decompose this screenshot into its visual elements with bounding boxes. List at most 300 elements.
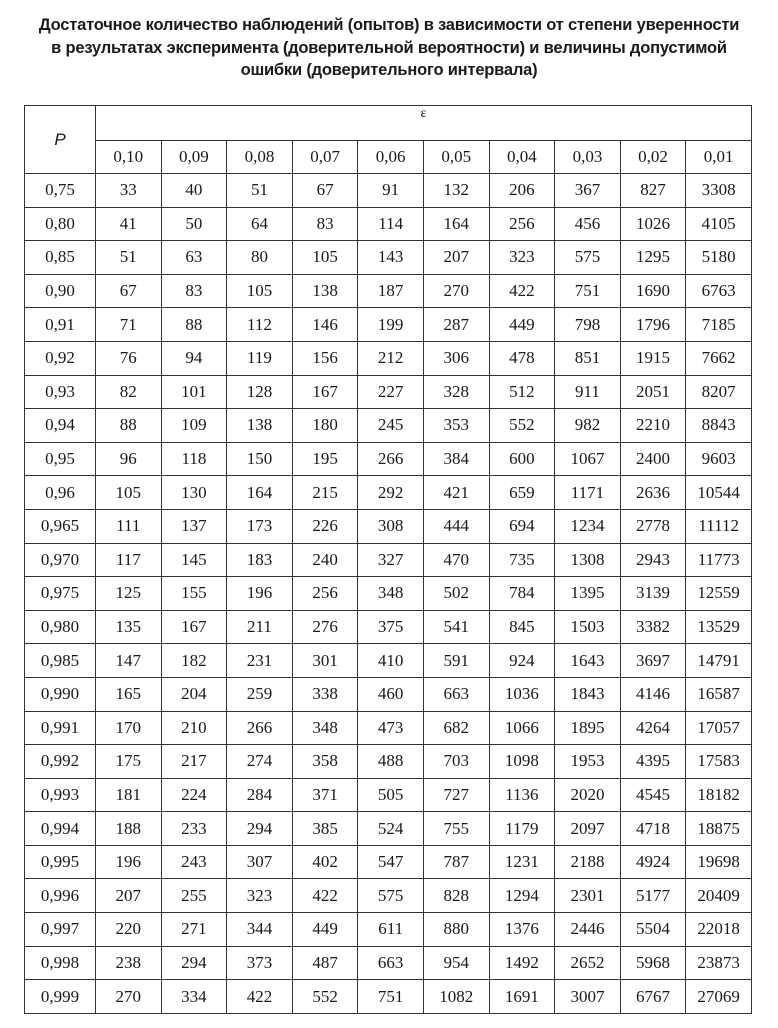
observations-cell: 1308 (555, 543, 621, 577)
observations-cell: 146 (292, 308, 358, 342)
observations-cell: 130 (161, 476, 227, 510)
observations-cell: 101 (161, 375, 227, 409)
observations-cell: 91 (358, 174, 424, 208)
observations-cell: 266 (358, 442, 424, 476)
table-row (25, 442, 752, 476)
observations-cell: 2652 (555, 946, 621, 980)
observations-cell: 575 (555, 241, 621, 275)
epsilon-value-cell: 0,01 (686, 141, 752, 174)
table-row (25, 341, 752, 375)
observations-cell: 63 (161, 241, 227, 275)
epsilon-value-cell: 0,07 (292, 141, 358, 174)
observations-cell: 2301 (555, 879, 621, 913)
observations-cell: 338 (292, 677, 358, 711)
observations-cell: 256 (489, 207, 555, 241)
observations-cell: 422 (489, 274, 555, 308)
table-row (25, 778, 752, 812)
observations-cell: 227 (358, 375, 424, 409)
table-row (25, 241, 752, 275)
observations-cell: 1136 (489, 778, 555, 812)
table-row (25, 610, 752, 644)
observations-cell: 1171 (555, 476, 621, 510)
observations-cell: 181 (96, 778, 162, 812)
table-row (25, 913, 752, 947)
observations-cell: 308 (358, 509, 424, 543)
observations-cell: 2943 (620, 543, 686, 577)
observations-cell: 751 (358, 980, 424, 1014)
observations-cell: 259 (227, 677, 293, 711)
observations-cell: 1295 (620, 241, 686, 275)
observations-cell: 4146 (620, 677, 686, 711)
observations-cell: 449 (489, 308, 555, 342)
observations-cell: 487 (292, 946, 358, 980)
p-value-cell: 0,991 (25, 711, 96, 745)
observations-cell: 196 (227, 577, 293, 611)
observations-cell: 924 (489, 644, 555, 678)
observations-cell: 23873 (686, 946, 752, 980)
epsilon-value-cell: 0,08 (227, 141, 293, 174)
observations-cell: 165 (96, 677, 162, 711)
observations-cell: 51 (227, 174, 293, 208)
observations-cell: 5504 (620, 913, 686, 947)
observations-cell: 175 (96, 745, 162, 779)
table-body (25, 174, 752, 1014)
observations-cell: 449 (292, 913, 358, 947)
observations-cell: 117 (96, 543, 162, 577)
observations-cell: 128 (227, 375, 293, 409)
observations-cell: 851 (555, 341, 621, 375)
observations-cell: 274 (227, 745, 293, 779)
observations-cell: 118 (161, 442, 227, 476)
table-row (25, 543, 752, 577)
observations-cell: 353 (423, 409, 489, 443)
observations-cell: 552 (489, 409, 555, 443)
observations-cell: 470 (423, 543, 489, 577)
observations-cell: 3382 (620, 610, 686, 644)
observations-cell: 2097 (555, 812, 621, 846)
observations-cell: 233 (161, 812, 227, 846)
observations-cell: 727 (423, 778, 489, 812)
observations-cell: 156 (292, 341, 358, 375)
epsilon-values-row (25, 141, 752, 174)
table-row (25, 476, 752, 510)
observations-cell: 145 (161, 543, 227, 577)
observations-cell: 266 (227, 711, 293, 745)
observations-cell: 703 (423, 745, 489, 779)
observations-cell: 173 (227, 509, 293, 543)
table-row (25, 577, 752, 611)
observations-cell: 245 (358, 409, 424, 443)
observations-cell: 827 (620, 174, 686, 208)
observations-cell: 301 (292, 644, 358, 678)
observations-cell: 4395 (620, 745, 686, 779)
observations-cell: 76 (96, 341, 162, 375)
observations-cell: 328 (423, 375, 489, 409)
table-row (25, 745, 752, 779)
observations-cell: 67 (292, 174, 358, 208)
observations-cell: 40 (161, 174, 227, 208)
observations-cell: 456 (555, 207, 621, 241)
observations-cell: 4924 (620, 845, 686, 879)
table-row (25, 509, 752, 543)
observations-cell: 1796 (620, 308, 686, 342)
observations-cell: 294 (227, 812, 293, 846)
observations-cell: 164 (227, 476, 293, 510)
observations-cell: 478 (489, 341, 555, 375)
observations-cell: 358 (292, 745, 358, 779)
observations-cell: 105 (227, 274, 293, 308)
observations-cell: 8207 (686, 375, 752, 409)
observations-cell: 828 (423, 879, 489, 913)
observations-cell: 105 (292, 241, 358, 275)
epsilon-value-cell: 0,03 (555, 141, 621, 174)
p-value-cell: 0,995 (25, 845, 96, 879)
observations-cell: 547 (358, 845, 424, 879)
observations-cell: 1294 (489, 879, 555, 913)
p-value-cell: 0,91 (25, 308, 96, 342)
observations-cell: 256 (292, 577, 358, 611)
observations-cell: 7185 (686, 308, 752, 342)
observations-cell: 71 (96, 308, 162, 342)
observations-cell: 460 (358, 677, 424, 711)
table-row (25, 980, 752, 1014)
observations-cell: 64 (227, 207, 293, 241)
observations-cell: 502 (423, 577, 489, 611)
observations-cell: 6763 (686, 274, 752, 308)
observations-cell: 2020 (555, 778, 621, 812)
observations-cell: 327 (358, 543, 424, 577)
observations-cell: 1690 (620, 274, 686, 308)
observations-cell: 210 (161, 711, 227, 745)
observations-cell: 206 (489, 174, 555, 208)
observations-cell: 207 (96, 879, 162, 913)
observations-cell: 271 (161, 913, 227, 947)
observations-cell: 2778 (620, 509, 686, 543)
observations-cell: 50 (161, 207, 227, 241)
observations-cell: 1067 (555, 442, 621, 476)
observations-cell: 751 (555, 274, 621, 308)
p-value-cell: 0,75 (25, 174, 96, 208)
observations-cell: 27069 (686, 980, 752, 1014)
table-row (25, 845, 752, 879)
observations-cell: 1843 (555, 677, 621, 711)
observations-cell: 2446 (555, 913, 621, 947)
observations-cell: 348 (358, 577, 424, 611)
observations-cell: 243 (161, 845, 227, 879)
observations-cell: 1643 (555, 644, 621, 678)
observations-cell: 287 (423, 308, 489, 342)
observations-cell: 512 (489, 375, 555, 409)
observations-cell: 663 (423, 677, 489, 711)
observations-cell: 180 (292, 409, 358, 443)
observations-cell: 105 (96, 476, 162, 510)
observations-cell: 1953 (555, 745, 621, 779)
observations-cell: 784 (489, 577, 555, 611)
table-row (25, 879, 752, 913)
observations-cell: 9603 (686, 442, 752, 476)
observations-cell: 80 (227, 241, 293, 275)
observations-cell: 195 (292, 442, 358, 476)
epsilon-value-cell: 0,02 (620, 141, 686, 174)
observations-cell: 217 (161, 745, 227, 779)
table-row (25, 812, 752, 846)
p-value-cell: 0,994 (25, 812, 96, 846)
observations-cell: 240 (292, 543, 358, 577)
sample-size-table (24, 105, 752, 1014)
observations-cell: 1082 (423, 980, 489, 1014)
observations-cell: 2636 (620, 476, 686, 510)
observations-cell: 182 (161, 644, 227, 678)
p-value-cell: 0,965 (25, 509, 96, 543)
observations-cell: 167 (292, 375, 358, 409)
p-value-cell: 0,990 (25, 677, 96, 711)
observations-cell: 155 (161, 577, 227, 611)
observations-cell: 4105 (686, 207, 752, 241)
observations-cell: 348 (292, 711, 358, 745)
title-line-1: Достаточное количество наблюдений (опытов) в зависимости от степени уверенности (38, 16, 740, 34)
observations-cell: 3697 (620, 644, 686, 678)
observations-cell: 147 (96, 644, 162, 678)
observations-cell: 82 (96, 375, 162, 409)
p-value-cell: 0,998 (25, 946, 96, 980)
title-line-2: в результатах эксперимента (доверительной вероятности) и величины допустимой (51, 38, 727, 57)
observations-cell: 294 (161, 946, 227, 980)
observations-cell: 18182 (686, 778, 752, 812)
table-row (25, 308, 752, 342)
observations-cell: 11112 (686, 509, 752, 543)
observations-cell: 270 (423, 274, 489, 308)
observations-cell: 659 (489, 476, 555, 510)
p-value-cell: 0,80 (25, 207, 96, 241)
table-row (25, 711, 752, 745)
observations-cell: 3308 (686, 174, 752, 208)
observations-cell: 170 (96, 711, 162, 745)
observations-cell: 224 (161, 778, 227, 812)
observations-cell: 334 (161, 980, 227, 1014)
observations-cell: 14791 (686, 644, 752, 678)
observations-cell: 88 (96, 409, 162, 443)
observations-cell: 11773 (686, 543, 752, 577)
table-row (25, 207, 752, 241)
observations-cell: 138 (227, 409, 293, 443)
observations-cell: 611 (358, 913, 424, 947)
p-value-cell: 0,85 (25, 241, 96, 275)
observations-cell: 114 (358, 207, 424, 241)
observations-cell: 6767 (620, 980, 686, 1014)
observations-cell: 20409 (686, 879, 752, 913)
observations-cell: 787 (423, 845, 489, 879)
observations-cell: 1179 (489, 812, 555, 846)
observations-cell: 306 (423, 341, 489, 375)
observations-cell: 911 (555, 375, 621, 409)
observations-cell: 1492 (489, 946, 555, 980)
observations-cell: 488 (358, 745, 424, 779)
observations-cell: 663 (358, 946, 424, 980)
observations-cell: 270 (96, 980, 162, 1014)
observations-cell: 422 (292, 879, 358, 913)
observations-cell: 12559 (686, 577, 752, 611)
observations-cell: 323 (489, 241, 555, 275)
epsilon-value-cell: 0,10 (96, 141, 162, 174)
epsilon-value-cell: 0,04 (489, 141, 555, 174)
observations-cell: 41 (96, 207, 162, 241)
observations-cell: 4718 (620, 812, 686, 846)
observations-cell: 94 (161, 341, 227, 375)
p-value-cell: 0,94 (25, 409, 96, 443)
p-value-cell: 0,975 (25, 577, 96, 611)
p-value-cell: 0,993 (25, 778, 96, 812)
observations-cell: 4545 (620, 778, 686, 812)
epsilon-value-cell: 0,05 (423, 141, 489, 174)
observations-cell: 7662 (686, 341, 752, 375)
observations-cell: 1026 (620, 207, 686, 241)
observations-cell: 954 (423, 946, 489, 980)
observations-cell: 2051 (620, 375, 686, 409)
observations-cell: 1895 (555, 711, 621, 745)
observations-cell: 473 (358, 711, 424, 745)
p-value-cell: 0,95 (25, 442, 96, 476)
observations-cell: 207 (423, 241, 489, 275)
observations-cell: 755 (423, 812, 489, 846)
observations-cell: 5177 (620, 879, 686, 913)
observations-cell: 255 (161, 879, 227, 913)
observations-cell: 575 (358, 879, 424, 913)
observations-cell: 591 (423, 644, 489, 678)
epsilon-value-cell: 0,09 (161, 141, 227, 174)
observations-cell: 17057 (686, 711, 752, 745)
observations-cell: 541 (423, 610, 489, 644)
observations-cell: 421 (423, 476, 489, 510)
observations-cell: 1376 (489, 913, 555, 947)
observations-cell: 164 (423, 207, 489, 241)
observations-cell: 385 (292, 812, 358, 846)
observations-cell: 410 (358, 644, 424, 678)
observations-cell: 112 (227, 308, 293, 342)
observations-cell: 137 (161, 509, 227, 543)
observations-cell: 1915 (620, 341, 686, 375)
observations-cell: 1395 (555, 577, 621, 611)
p-value-cell: 0,997 (25, 913, 96, 947)
p-value-cell: 0,93 (25, 375, 96, 409)
observations-cell: 199 (358, 308, 424, 342)
observations-cell: 2400 (620, 442, 686, 476)
observations-cell: 96 (96, 442, 162, 476)
observations-cell: 13529 (686, 610, 752, 644)
observations-cell: 373 (227, 946, 293, 980)
observations-cell: 307 (227, 845, 293, 879)
epsilon-header: ε (96, 106, 752, 141)
observations-cell: 3007 (555, 980, 621, 1014)
observations-cell: 367 (555, 174, 621, 208)
observations-cell: 187 (358, 274, 424, 308)
observations-cell: 1098 (489, 745, 555, 779)
epsilon-value-cell: 0,06 (358, 141, 424, 174)
observations-cell: 183 (227, 543, 293, 577)
p-value-cell: 0,96 (25, 476, 96, 510)
observations-cell: 1234 (555, 509, 621, 543)
observations-cell: 4264 (620, 711, 686, 745)
observations-cell: 51 (96, 241, 162, 275)
observations-cell: 238 (96, 946, 162, 980)
p-value-cell: 0,999 (25, 980, 96, 1014)
observations-cell: 694 (489, 509, 555, 543)
observations-cell: 505 (358, 778, 424, 812)
observations-cell: 231 (227, 644, 293, 678)
observations-cell: 444 (423, 509, 489, 543)
observations-cell: 167 (161, 610, 227, 644)
observations-cell: 220 (96, 913, 162, 947)
observations-cell: 2188 (555, 845, 621, 879)
observations-cell: 422 (227, 980, 293, 1014)
observations-cell: 8843 (686, 409, 752, 443)
observations-cell: 1503 (555, 610, 621, 644)
table-title (20, 14, 758, 82)
observations-cell: 226 (292, 509, 358, 543)
observations-cell: 524 (358, 812, 424, 846)
observations-cell: 16587 (686, 677, 752, 711)
title-line-3: ошибки (доверительного интервала) (240, 61, 538, 79)
p-value-cell: 0,970 (25, 543, 96, 577)
observations-cell: 204 (161, 677, 227, 711)
observations-cell: 22018 (686, 913, 752, 947)
observations-cell: 292 (358, 476, 424, 510)
observations-cell: 88 (161, 308, 227, 342)
observations-cell: 371 (292, 778, 358, 812)
observations-cell: 111 (96, 509, 162, 543)
observations-cell: 67 (96, 274, 162, 308)
table-row (25, 644, 752, 678)
observations-cell: 135 (96, 610, 162, 644)
observations-cell: 798 (555, 308, 621, 342)
table-row (25, 946, 752, 980)
observations-cell: 5968 (620, 946, 686, 980)
observations-cell: 3139 (620, 577, 686, 611)
observations-cell: 375 (358, 610, 424, 644)
observations-cell: 132 (423, 174, 489, 208)
observations-cell: 33 (96, 174, 162, 208)
observations-cell: 845 (489, 610, 555, 644)
p-value-cell: 0,980 (25, 610, 96, 644)
observations-cell: 188 (96, 812, 162, 846)
observations-cell: 600 (489, 442, 555, 476)
observations-cell: 384 (423, 442, 489, 476)
p-value-cell: 0,985 (25, 644, 96, 678)
observations-cell: 880 (423, 913, 489, 947)
observations-cell: 215 (292, 476, 358, 510)
observations-cell: 735 (489, 543, 555, 577)
p-column-header: P (25, 106, 96, 174)
observations-cell: 83 (161, 274, 227, 308)
observations-cell: 83 (292, 207, 358, 241)
p-value-cell: 0,992 (25, 745, 96, 779)
observations-cell: 211 (227, 610, 293, 644)
observations-cell: 212 (358, 341, 424, 375)
table-row (25, 174, 752, 208)
p-value-cell: 0,996 (25, 879, 96, 913)
observations-cell: 1036 (489, 677, 555, 711)
observations-cell: 109 (161, 409, 227, 443)
observations-cell: 682 (423, 711, 489, 745)
observations-cell: 284 (227, 778, 293, 812)
observations-cell: 1066 (489, 711, 555, 745)
observations-cell: 552 (292, 980, 358, 1014)
table-row (25, 677, 752, 711)
p-value-cell: 0,92 (25, 341, 96, 375)
observations-cell: 119 (227, 341, 293, 375)
observations-cell: 150 (227, 442, 293, 476)
observations-cell: 125 (96, 577, 162, 611)
observations-cell: 5180 (686, 241, 752, 275)
